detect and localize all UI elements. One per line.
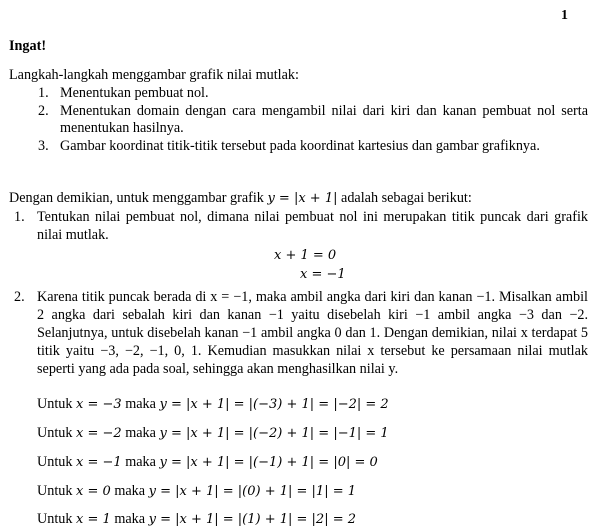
calc-mid: maka	[114, 483, 146, 499]
calc-prefix: Untuk	[37, 396, 73, 412]
calc-expression: y = |x + 1| = |(−3) + 1| = |−2| = 2	[159, 397, 389, 412]
calculation-row	[37, 425, 389, 442]
calc-prefix: Untuk	[37, 425, 73, 441]
list-item	[0, 85, 602, 103]
calc-expression: y = |x + 1| = |(−1) + 1| = |0| = 0	[159, 455, 378, 470]
intro-text: Langkah-langkah menggambar grafik nilai mutlak:	[9, 67, 299, 83]
calc-x: x = −1	[76, 455, 122, 470]
calc-prefix: Untuk	[37, 483, 73, 499]
calc-x: x = 1	[76, 512, 111, 527]
lead-paragraph	[9, 190, 589, 207]
calc-expression: y = |x + 1| = |(1) + 1| = |2| = 2	[148, 512, 357, 527]
calc-expression: y = |x + 1| = |(−2) + 1| = |−1| = 1	[159, 426, 389, 441]
equation-line-1: x + 1 = 0	[274, 248, 337, 263]
steps-list	[0, 85, 602, 155]
calc-x: x = −2	[76, 426, 122, 441]
equation-line-2: x = −1	[300, 267, 346, 282]
calc-x: x = −3	[76, 397, 122, 412]
calc-expression: y = |x + 1| = |(0) + 1| = |1| = 1	[148, 484, 357, 499]
list-item	[0, 208, 602, 244]
page-number: 1	[561, 8, 568, 23]
calc-mid: maka	[125, 396, 156, 412]
list-text: Karena titik puncak berada di x = −1, maka ambil angka dari kiri dan kanan −1. Misalkan ambil 2 angka dari sebalah kiri dan kanan −1 yaitu disebelah kiri −1 ambil angka −3 dan −2. Selanjutnya, untuk disebelah kanan −1 ambil angka 0 dan 1. Dengan demikian, nilai x terdapat 5 titik yaitu −3, −2, −1, 0, 1. Kemudian masukkan nilai x tersebut ke persamaan nilai mutlak seperti yang ada pada soal, sehingga akan menghasilkan nilai y.	[37, 289, 588, 377]
lead-equation: y = |x + 1|	[267, 191, 338, 206]
list-text: Gambar koordinat titik-titik tersebut pada koordinat kartesius dan gambar grafiknya.	[60, 137, 540, 154]
list-number: 2.	[14, 289, 25, 305]
reminder-heading: Ingat!	[9, 38, 47, 54]
list-number: 1.	[38, 85, 49, 101]
calc-prefix: Untuk	[37, 511, 73, 527]
calc-mid: maka	[114, 511, 146, 527]
list-text: Tentukan nilai pembuat nol, dimana nilai pembuat nol ini merupakan titik puncak dari grafik nilai mutlak.	[37, 209, 588, 243]
list-number: 3.	[38, 137, 49, 154]
calculation-row	[37, 454, 378, 471]
calc-mid: maka	[125, 425, 156, 441]
lead-text: Dengan demikian, untuk menggambar grafik	[9, 190, 264, 206]
list-item	[0, 138, 602, 156]
calculation-row	[37, 483, 356, 500]
solution-step-1	[0, 208, 602, 244]
list-text: Menentukan pembuat nol.	[60, 85, 209, 101]
calculation-row	[37, 511, 356, 528]
list-item	[0, 288, 602, 378]
lead-suffix: adalah sebagai berikut:	[341, 190, 472, 206]
list-number: 2.	[38, 102, 49, 119]
list-item	[0, 103, 602, 138]
calculation-row	[37, 396, 389, 413]
calc-x: x = 0	[76, 484, 111, 499]
list-text: Menentukan domain dengan cara mengambil nilai dari kiri dan kanan pembuat nol serta menentukan hasilnya.	[60, 102, 588, 136]
list-number: 1.	[14, 209, 25, 225]
calc-mid: maka	[125, 454, 156, 470]
solution-step-2	[0, 288, 602, 378]
calc-prefix: Untuk	[37, 454, 73, 470]
